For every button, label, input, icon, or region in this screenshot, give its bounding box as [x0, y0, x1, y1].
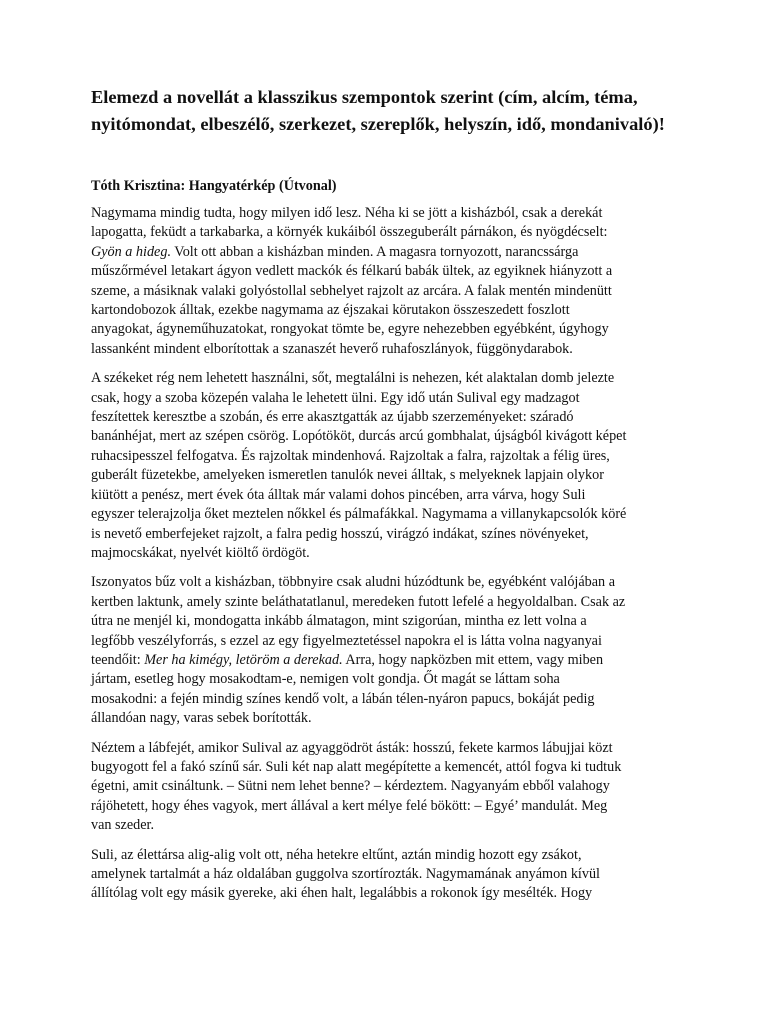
- paragraph-2: [91, 369, 685, 563]
- task-heading-line: nyitómondat, elbeszélő, szerkezet, szereplők, helyszín, idő, mondanivaló)!: [91, 114, 665, 134]
- text-line: kertben laktunk, amely szinte beláthatatlanul, meredeken futott lefelé a hegyoldalban. Csak az: [91, 593, 626, 610]
- paragraph-3: [91, 573, 685, 728]
- text-line: lapogatta, feküdt a tarkabarka, a környék kukáiból összeguberált párnákon, és nyögdécselt:: [91, 224, 608, 241]
- text-line: ruhacsipesszel felfogatva. És rajzoltak mindenhová. Rajzoltak a falra, rajzoltak a félig üres,: [91, 447, 610, 464]
- text-line: amelynek tartalmát a ház oldalában guggolva szortírozták. Nagymamának anyámon kívül: [91, 866, 600, 882]
- text-line: [91, 243, 685, 262]
- text-line: is nevető emberfejeket rajzolt, a falra pedig hosszú, virágzó indákat, színes növényeket,: [91, 525, 589, 542]
- text-line: egyszer telerajzolja őket meztelen nőkkel és pálmafákkal. Nagymama a villanykapcsolók köré: [91, 506, 627, 523]
- task-heading-line: Elemezd a novellát a klasszikus szempontok szerint (cím, alcím, téma,: [91, 87, 638, 107]
- work-title: Tóth Krisztina: Hangyatérkép (Útvonal): [91, 178, 337, 194]
- text-line: majmocskákat, nyelvét kiöltő ördögöt.: [91, 544, 310, 561]
- text-line: guberált füzetekbe, amelyeken ismeretlen tanulók nevei álltak, s melyeknek lapjain olykor: [91, 467, 604, 484]
- text-fragment: Arra, hogy napközben mit ettem, vagy miben: [342, 651, 604, 668]
- text-line: kiütött a penész, mert évek óta álltak már valami dohos pincében, arra várva, hogy Suli: [91, 486, 586, 503]
- text-line: állítólag volt egy másik gyereke, aki éhen halt, legalábbis a rokonok így mesélték. Hogy: [91, 885, 593, 902]
- text-line: szeme, a másiknak valaki golyóstollal sebhelyet rajzolt az arcára. A falak mentén mindenütt: [91, 282, 612, 299]
- text-line: lassanként mindent elborítottak a szanaszét heverő ruhafoszlányok, függönydarabok.: [91, 340, 573, 357]
- text-line: [91, 651, 685, 670]
- text-line: állandóan nagy, varas sebek borították.: [91, 710, 312, 727]
- text-line: Iszonyatos bűz volt a kisházban, többnyire csak aludni húzódtunk be, egyébként valójában a: [91, 574, 615, 591]
- paragraph-1: [91, 204, 685, 359]
- paragraph-5: [91, 846, 685, 904]
- task-heading: [91, 84, 685, 138]
- text-line: mosakodni: a fején mindig színes kendő volt, a lábán télen-nyáron papucs, bokáját pedig: [91, 690, 595, 707]
- text-line: kartondobozok álltak, ezekbe nagymama az éjszakai körutakon összeszedett foszlott: [91, 302, 570, 319]
- text-fragment: teendőit:: [91, 651, 145, 668]
- text-line: Suli, az élettársa alig-alig volt ott, néha hetekre eltűnt, aztán mindig hozott egy zsákot,: [91, 846, 582, 863]
- text-line: banánhéjat, mert az szépen csörög. Lopótököt, durcás arcú gombhalat, újságból kivágott képet: [91, 428, 627, 445]
- text-line: égetni, amit csináltunk. – Sütni nem lehet benne? – kérdeztem. Nagyanyám ebből valahogy: [91, 778, 610, 795]
- document-page: [91, 84, 685, 914]
- text-line: Nagymama mindig tudta, hogy milyen idő lesz. Néha ki se jött a kisházból, csak a derekát: [91, 205, 603, 221]
- text-line: rájöhetett, hogy éhes vagyok, mert állával a kert mélye felé bökött: – Egyé’ mandulát. Meg: [91, 797, 608, 814]
- text-line: van szeder.: [91, 817, 155, 834]
- text-line: feszítettek keresztbe a szobán, és erre akasztgatták az újabb szerzeményeket: száradó: [91, 409, 574, 426]
- italic-quote: Mer ha kimégy, letöröm a derekad.: [144, 651, 343, 668]
- text-line: Néztem a lábfejét, amikor Sulival az agyaggödröt ásták: hosszú, fekete karmos lábujjai közt: [91, 739, 613, 756]
- text-line: legfőbb veszélyforrás, s ezzel az egy figyelmeztetéssel napokra el is látta volna nagyanyai: [91, 632, 602, 649]
- text-fragment: Volt ott abban a kisházban minden. A magasra tornyozott, narancssárga: [171, 243, 579, 260]
- text-line: A székeket rég nem lehetett használni, sőt, megtalálni is nehezen, két alaktalan domb jelezte: [91, 370, 615, 387]
- text-line: csak, hogy a szoba közepén valaha le lehetett ülni. Egy idő után Sulival egy madzagot: [91, 389, 580, 406]
- italic-quote: Gyön a hideg.: [91, 243, 171, 260]
- text-line: jártam, esetleg hogy mosakodtam-e, nemigen volt gondja. Őt magát se láttam soha: [91, 671, 560, 688]
- text-line: anyagokat, ágyneműhuzatokat, rongyokat tömte be, egyre nehezebben egyébként, úgyhogy: [91, 321, 609, 338]
- text-line: útra ne menjél ki, mondogatta inkább álmatagon, mint szigorúan, mintha ez lett volna a: [91, 613, 587, 630]
- paragraph-4: [91, 739, 685, 836]
- text-line: műszőrmével letakart ágyon vedlett mackók és félkarú babák ültek, az egyiknek hiányzott a: [91, 263, 613, 280]
- text-line: bugyogott fel a fakó színű sár. Suli két nap alatt megépítette a kemencét, attól fogva ki tudtuk: [91, 758, 622, 775]
